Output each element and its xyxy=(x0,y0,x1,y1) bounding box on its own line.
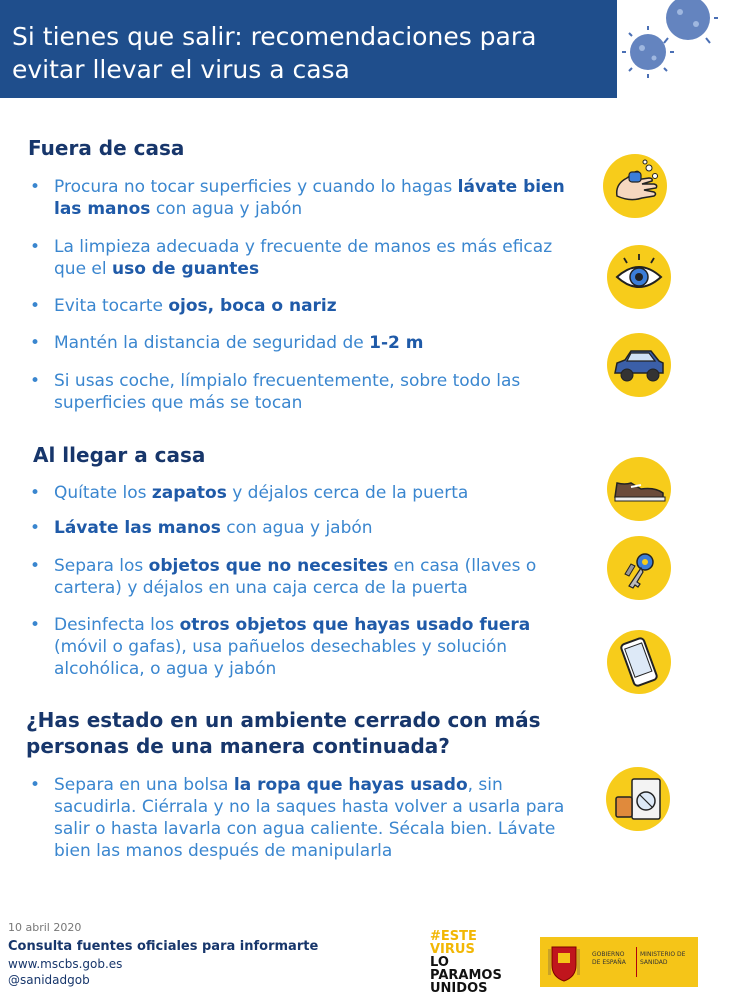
bullet-dot: • xyxy=(30,775,41,795)
item-text: Evita tocarte xyxy=(54,296,169,316)
hand-wash-icon xyxy=(603,154,667,218)
item-text: y déjalos cerca de la puerta xyxy=(226,483,469,503)
website-link[interactable]: www.mscbs.gob.es xyxy=(8,957,123,971)
item-text: con agua y jabón xyxy=(150,199,303,219)
list-item xyxy=(30,176,575,220)
list-item xyxy=(30,332,575,354)
social-handle[interactable]: @sanidadgob xyxy=(8,973,90,987)
bullet-dot: • xyxy=(30,483,41,503)
item-text: (móvil o gafas), usa pañuelos desechables y solución alcohólica, o agua y jabón xyxy=(54,637,508,679)
bullet-dot: • xyxy=(30,296,41,316)
item-emphasis: lávate bien las manos xyxy=(54,177,565,219)
campaign-line: PARAMOS xyxy=(430,968,502,983)
bullet-dot: • xyxy=(30,518,41,538)
item-text: , sin sacudirla. Ciérrala y no la saques hasta volver a usarla para salir o hasta lavarla con agua caliente. Sécala bien. Lávate bien las manos después de manipularla xyxy=(54,775,565,861)
item-emphasis: objetos que no necesites xyxy=(148,556,389,576)
item-text: Si usas coche, límpialo frecuentemente, sobre todo las superficies que más se tocan xyxy=(54,371,521,413)
bullet-dot: • xyxy=(30,556,41,576)
list-item xyxy=(30,295,575,317)
eye-icon xyxy=(607,245,671,309)
list-item xyxy=(30,370,575,414)
item-text: Procura no tocar superficies y cuando lo hagas xyxy=(54,177,458,197)
item-text: Desinfecta los xyxy=(54,615,180,635)
item-text: Separa los xyxy=(54,556,149,576)
item-emphasis: uso de guantes xyxy=(112,259,260,279)
campaign-line: #ESTE xyxy=(430,929,477,944)
list-item xyxy=(30,482,575,504)
coat-of-arms-icon xyxy=(546,941,582,983)
car-icon xyxy=(607,333,671,397)
item-emphasis: 1-2 m xyxy=(369,333,424,353)
washing-machine-icon xyxy=(606,767,670,831)
list-item xyxy=(30,774,590,862)
virus-illustration-icon xyxy=(618,0,731,98)
item-emphasis: ojos, boca o nariz xyxy=(168,296,337,316)
item-text: en casa (llaves o cartera) y déjalos en una caja cerca de la puerta xyxy=(54,556,537,598)
keys-icon xyxy=(607,536,671,600)
item-text: La limpieza adecuada y frecuente de manos es más eficaz que el xyxy=(54,237,553,279)
gov-label: GOBIERNO DE ESPAÑA xyxy=(592,951,626,966)
section-title-closed-space: ¿Has estado en un ambiente cerrado con más personas de una manera continuada? xyxy=(26,708,541,758)
section-title-outside: Fuera de casa xyxy=(28,136,185,160)
bullet-dot: • xyxy=(30,615,41,635)
list-item xyxy=(30,614,575,680)
phone-icon xyxy=(607,630,671,694)
gov-divider xyxy=(636,947,637,977)
list-item xyxy=(30,555,575,599)
item-emphasis: Lávate las manos xyxy=(54,518,221,538)
bullet-dot: • xyxy=(30,333,41,353)
consult-text: Consulta fuentes oficiales para informarte xyxy=(8,939,319,954)
shoe-icon xyxy=(607,457,671,521)
item-text: Separa en una bolsa xyxy=(54,775,234,795)
bullet-dot: • xyxy=(30,177,41,197)
bullet-dot: • xyxy=(30,237,41,257)
campaign-line: LO xyxy=(430,955,449,970)
item-emphasis: otros objetos que hayas usado fuera xyxy=(179,615,531,635)
item-emphasis: zapatos xyxy=(151,483,227,503)
item-text: con agua y jabón xyxy=(220,518,373,538)
section-title-arriving: Al llegar a casa xyxy=(33,443,206,467)
campaign-line: VIRUS xyxy=(430,942,475,957)
list-item xyxy=(30,236,575,280)
publish-date: 10 abril 2020 xyxy=(8,921,82,934)
campaign-line: UNIDOS xyxy=(430,981,488,996)
government-logo xyxy=(540,937,698,987)
header-band xyxy=(0,0,617,98)
campaign-logo xyxy=(430,930,530,995)
ministry-label: MINISTERIO DE SANIDAD xyxy=(640,951,686,966)
item-emphasis: la ropa que hayas usado xyxy=(233,775,468,795)
item-text: Mantén la distancia de seguridad de xyxy=(54,333,370,353)
page-title: Si tienes que salir: recomendaciones para evitar llevar el virus a casa xyxy=(12,22,537,84)
item-text: Quítate los xyxy=(54,483,152,503)
list-item xyxy=(30,517,575,539)
bullet-dot: • xyxy=(30,371,41,391)
